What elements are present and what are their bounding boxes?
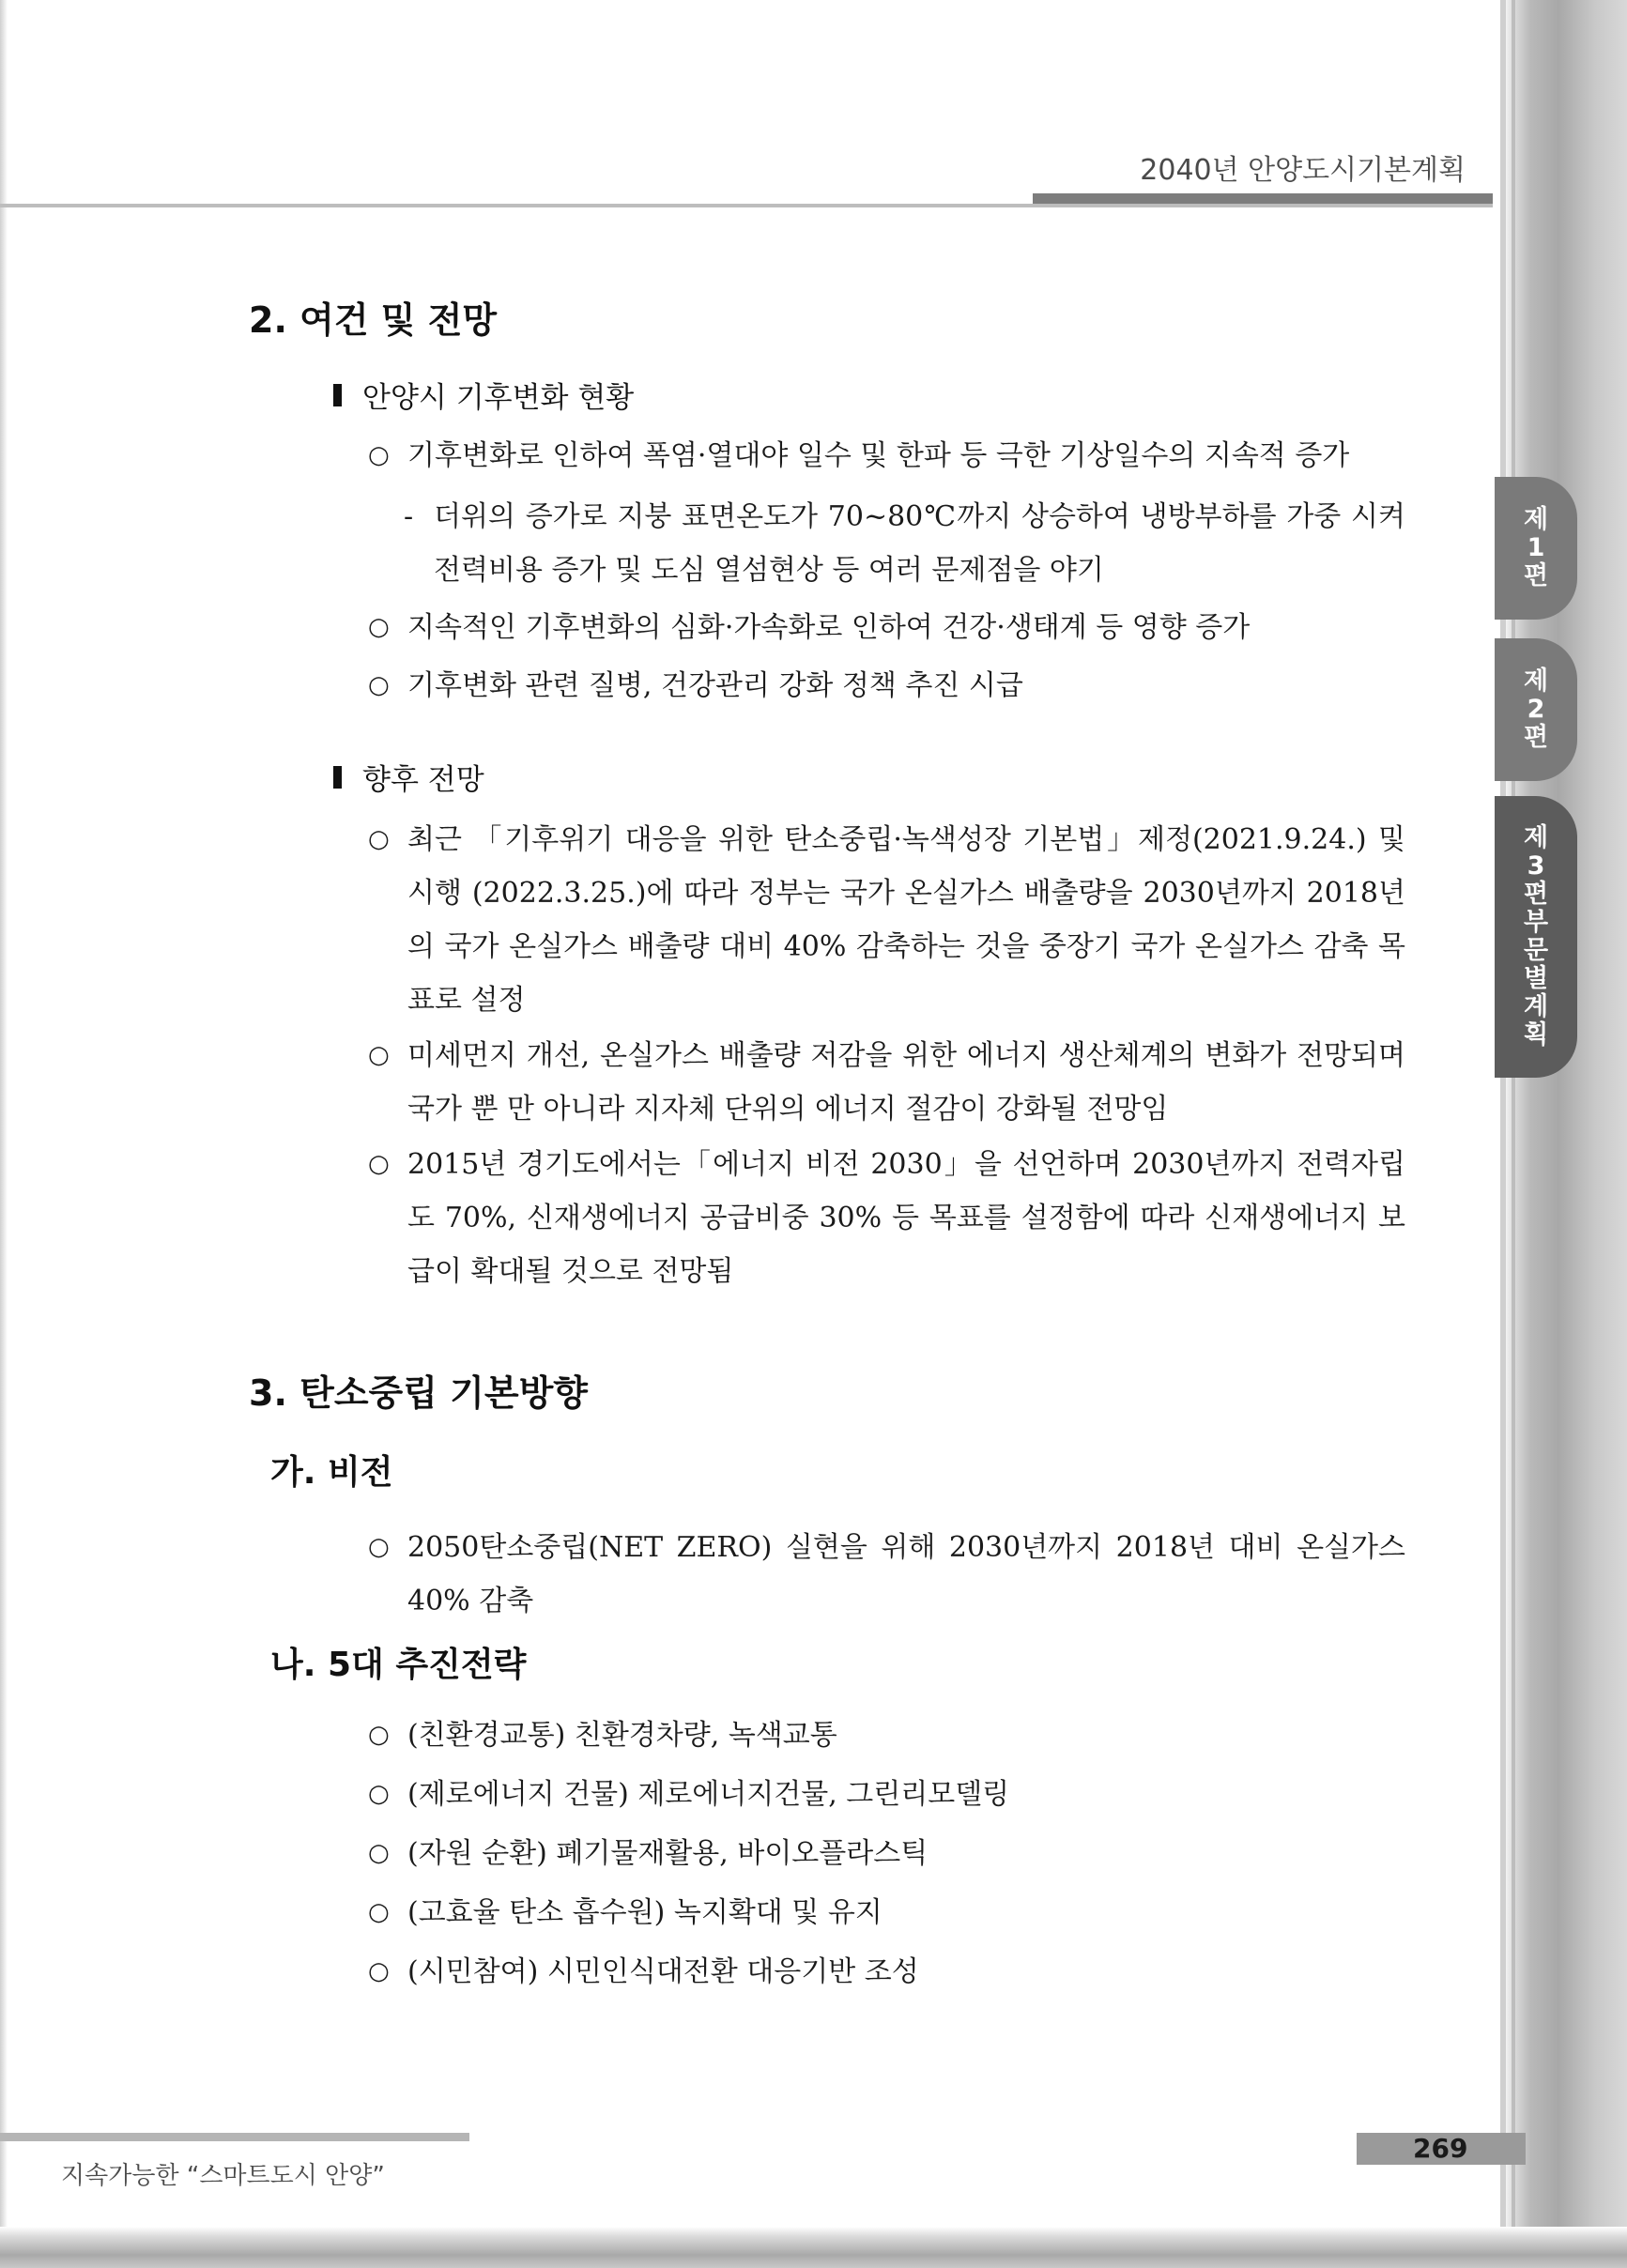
subsection-heading: 가. 비전 xyxy=(270,1453,393,1492)
subsection-heading: 나. 5대 추진전략 xyxy=(270,1646,527,1684)
list-item: ○ (시민참여) 시민인식대전환 대응기반 조성 xyxy=(368,1945,1405,1999)
subsection-title: 안양시 기후변화 현황 xyxy=(333,374,634,416)
list-item: ○ 지속적인 기후변화의 심화·가속화로 인하여 건강·생태계 등 영향 증가 xyxy=(368,601,1405,654)
list-item: ○ (제로에너지 건물) 제로에너지건물, 그린리모델링 xyxy=(368,1768,1405,1821)
circle-bullet-icon: ○ xyxy=(368,1150,390,1178)
circle-bullet-icon: ○ xyxy=(368,613,390,641)
dash-bullet-icon: - xyxy=(404,500,414,533)
section-heading: 3. 탄소중립 기본방향 xyxy=(249,1372,588,1414)
footer-title: 지속가능한 “스마트도시 안양” xyxy=(61,2162,385,2190)
running-title: 2040년 안양도시기본계획 xyxy=(1140,154,1466,187)
footer-rule xyxy=(0,2133,469,2141)
page-edge xyxy=(1500,0,1506,2234)
circle-bullet-icon: ○ xyxy=(368,1839,390,1867)
list-item: ○ 기후변화로 인하여 폭염·열대야 일수 및 한파 등 극한 기상일수의 지속적 증가 xyxy=(368,429,1405,483)
circle-bullet-icon: ○ xyxy=(368,441,390,469)
header-rule-accent xyxy=(1033,193,1493,204)
circle-bullet-icon: ○ xyxy=(368,1957,390,1985)
circle-bullet-icon: ○ xyxy=(368,1780,390,1808)
square-marker-icon xyxy=(333,766,342,789)
page-stack-shadow xyxy=(1502,0,1627,2268)
list-item: ○ 2050탄소중립(NET ZERO) 실현을 위해 2030년까지 2018년 대비 온실가스 40% 감축 xyxy=(368,1521,1405,1628)
dash-list-item: - 더위의 증가로 지붕 표면온도가 70~80℃까지 상승하여 냉방부하를 가중 시켜 전력비용 증가 및 도심 열섬현상 등 여러 문제점을 야기 xyxy=(404,490,1405,597)
page-left-edge xyxy=(0,0,8,2268)
circle-bullet-icon: ○ xyxy=(368,1898,390,1926)
section-heading: 2. 여건 및 전망 xyxy=(249,299,498,341)
circle-bullet-icon: ○ xyxy=(368,825,390,853)
tab-part-1[interactable]: 제 1 편 xyxy=(1495,477,1577,620)
list-item: ○ 미세먼지 개선, 온실가스 배출량 저감을 위한 에너지 생산체계의 변화가 전망되며 국가 뿐 만 아니라 지자체 단위의 에너지 절감이 강화될 전망임 xyxy=(368,1029,1405,1136)
subsection-title: 향후 전망 xyxy=(333,756,484,798)
page-edge xyxy=(1512,0,1515,2248)
page-bottom-shadow xyxy=(0,2227,1627,2268)
list-item: ○ 2015년 경기도에서는「에너지 비전 2030」을 선언하며 2030년까지 전력자립도 70%, 신재생에너지 공급비중 30% 등 목표를 설정함에 따라 신재생에너지 보급이 확대될 것으로 전망됨 xyxy=(368,1138,1405,1298)
page-number: 269 xyxy=(1413,2133,1468,2164)
list-item: ○ (자원 순환) 폐기물재활용, 바이오플라스틱 xyxy=(368,1827,1405,1880)
tab-part-3[interactable]: 제 3 편 부 문 별 계 획 xyxy=(1495,796,1577,1078)
circle-bullet-icon: ○ xyxy=(368,671,390,699)
list-item: ○ 최근 「기후위기 대응을 위한 탄소중립·녹색성장 기본법」제정(2021.9.24.) 및 시행 (2022.3.25.)에 따라 정부는 국가 온실가스 배출량을 2030년까지 2018년의 국가 온실가스 배출량 대비 40% 감축하는 것을 중장기 국가 온실가스 감축 목표로 설정 xyxy=(368,813,1405,1027)
square-marker-icon xyxy=(333,384,342,406)
circle-bullet-icon: ○ xyxy=(368,1533,390,1561)
circle-bullet-icon: ○ xyxy=(368,1721,390,1749)
list-item: ○ 기후변화 관련 질병, 건강관리 강화 정책 추진 시급 xyxy=(368,659,1405,713)
list-item: ○ (친환경교통) 친환경차량, 녹색교통 xyxy=(368,1709,1405,1762)
tab-part-2[interactable]: 제 2 편 xyxy=(1495,638,1577,781)
circle-bullet-icon: ○ xyxy=(368,1041,390,1069)
header-rule xyxy=(0,204,1493,207)
list-item: ○ (고효율 탄소 흡수원) 녹지확대 및 유지 xyxy=(368,1886,1405,1939)
